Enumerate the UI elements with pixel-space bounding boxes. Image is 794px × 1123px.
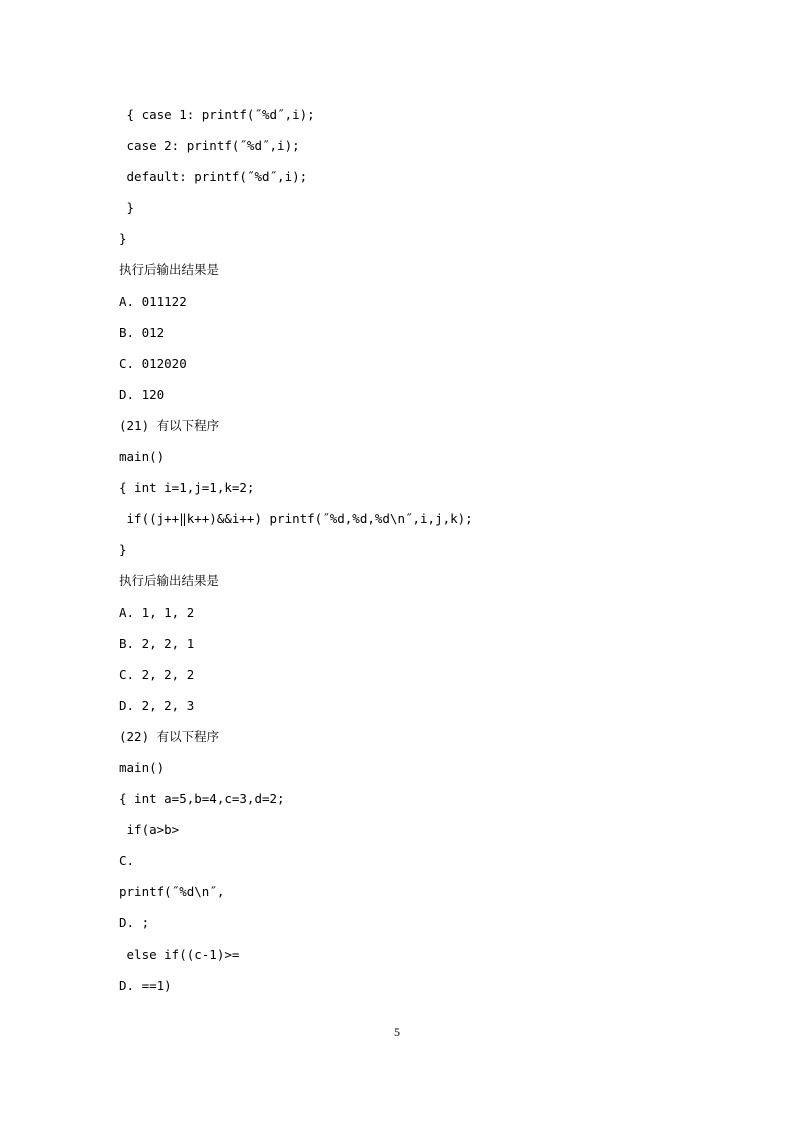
text-line: main()	[119, 449, 165, 465]
text-line: (21) 有以下程序	[119, 417, 220, 433]
text-line: D. 120	[119, 386, 165, 402]
text-line: (22) 有以下程序	[119, 728, 220, 744]
document-body	[119, 99, 679, 1001]
text-line: A. 1, 1, 2	[119, 604, 195, 620]
text-line: D. ==1)	[119, 977, 172, 993]
text-line: if((j++‖k++)&&i++) printf(˝%d,%d,%d\n˝,i,j,k);	[119, 511, 473, 527]
text-line: if(a>b>	[119, 822, 180, 838]
text-line: B. 2, 2, 1	[119, 635, 195, 651]
text-line: 执行后输出结果是	[119, 262, 220, 278]
text-line: C. 2, 2, 2	[119, 666, 195, 682]
text-line: D. 2, 2, 3	[119, 697, 195, 713]
text-line: C. 012020	[119, 355, 187, 371]
text-line: else if((c-1)>=	[119, 946, 240, 962]
text-line: { case 1: printf(˝%d˝,i);	[119, 107, 315, 122]
text-line: C.	[119, 853, 135, 869]
page-number: 5	[394, 1025, 400, 1039]
text-line: printf(˝%d\n˝,	[119, 884, 225, 900]
text-line: case 2: printf(˝%d˝,i);	[119, 138, 300, 154]
text-line: 执行后输出结果是	[119, 573, 220, 589]
text-line: { int a=5,b=4,c=3,d=2;	[119, 791, 285, 807]
text-line: { int i=1,j=1,k=2;	[119, 480, 255, 496]
text-line: }	[119, 542, 127, 558]
text-line: }	[119, 200, 135, 216]
text-line: B. 012	[119, 324, 165, 340]
text-line: }	[119, 231, 127, 247]
text-line: default: printf(˝%d˝,i);	[119, 169, 308, 185]
text-line: D. ;	[119, 915, 150, 931]
text-line: main()	[119, 759, 165, 775]
text-line: A. 011122	[119, 293, 187, 309]
